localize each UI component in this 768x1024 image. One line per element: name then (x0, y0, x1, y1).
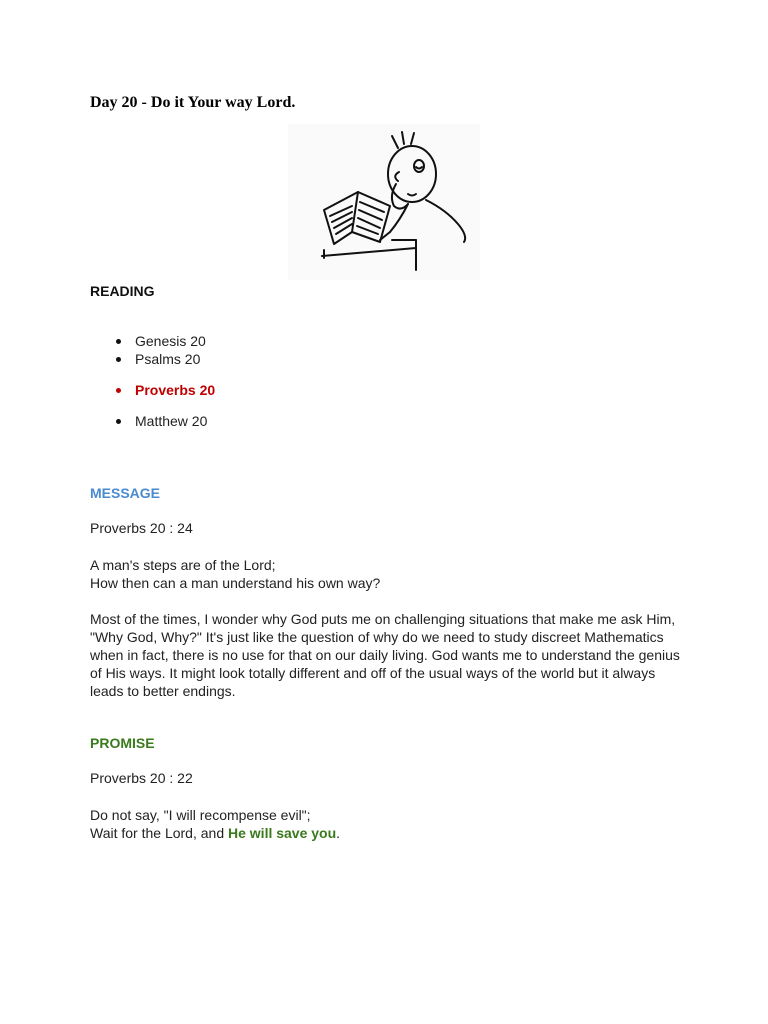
reading-heading: READING (90, 283, 155, 299)
promise-verse (90, 806, 690, 842)
list-item: Genesis 20 (112, 332, 215, 350)
reading-figure-icon (288, 124, 480, 280)
verse-line: How then can a man understand his own way? (90, 575, 381, 591)
message-verse (90, 556, 690, 592)
message-reference: Proverbs 20 : 24 (90, 520, 193, 536)
verse-line-prefix: Wait for the Lord, and (90, 825, 228, 841)
verse-line: A man's steps are of the Lord; (90, 557, 276, 573)
list-item-highlighted: Proverbs 20 (112, 381, 215, 399)
message-heading: MESSAGE (90, 485, 161, 501)
verse-line-suffix: . (336, 825, 341, 841)
promise-highlight: He will save you (228, 825, 337, 841)
list-item: Matthew 20 (112, 412, 215, 430)
list-item: Psalms 20 (112, 350, 215, 368)
message-paragraph: Most of the times, I wonder why God puts me on challenging situations that make me ask Him, "Why God, Why?" It's just like the question of why do we need to study discreet Mathematics when in fact, there is no use for that on our daily living. God wants me to understand the genius of His ways. It might look totally different and off of the usual ways of the world but it always leads to better endings. (90, 611, 680, 699)
verse-line: Do not say, "I will recompense evil"; (90, 807, 311, 823)
promise-heading: PROMISE (90, 735, 155, 751)
reading-list (112, 332, 215, 430)
promise-reference: Proverbs 20 : 22 (90, 770, 193, 786)
page-title: Day 20 - Do it Your way Lord. (90, 94, 296, 111)
